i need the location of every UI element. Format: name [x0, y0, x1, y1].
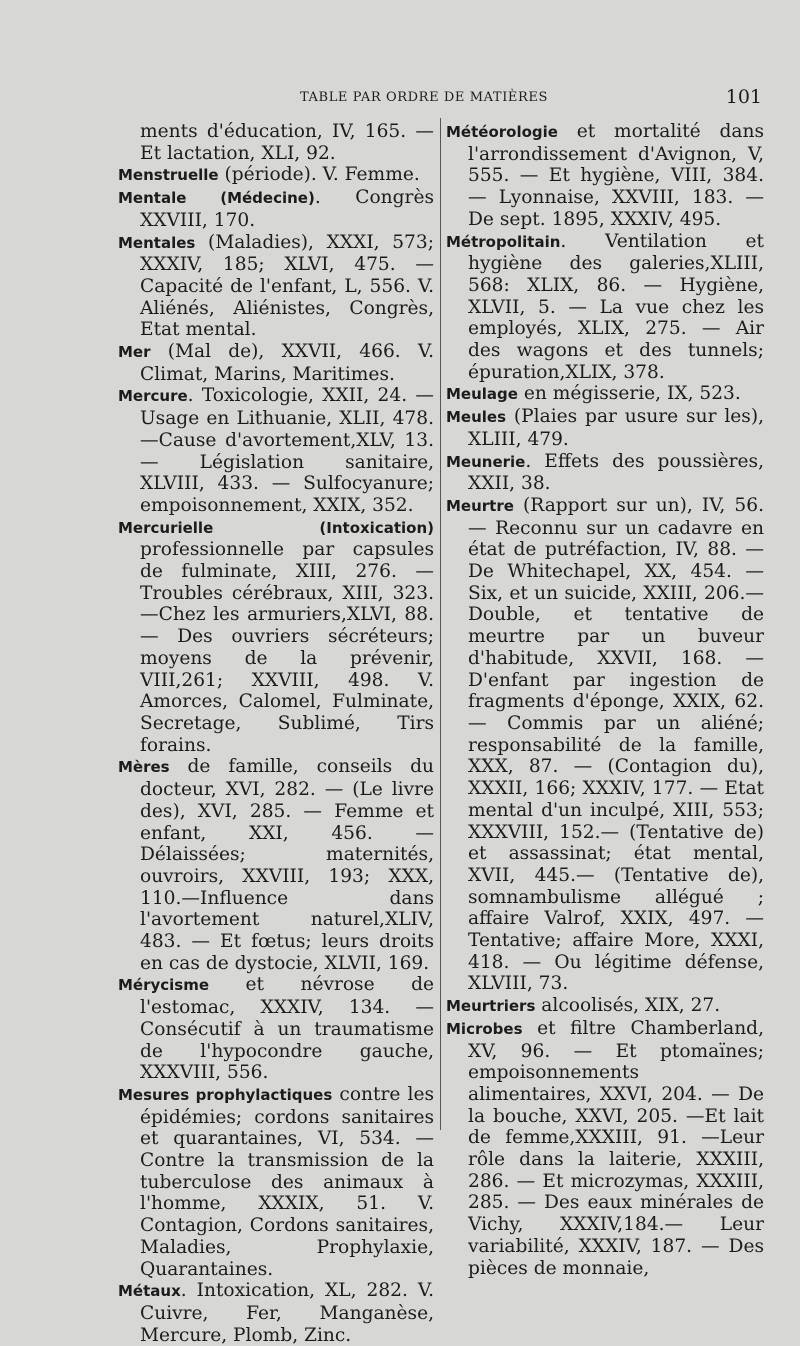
right-column — [446, 121, 764, 1279]
entry-headword: Meurtre — [446, 496, 514, 515]
entry-headword: Meunerie — [446, 452, 526, 471]
entry-text: et névrose de l'estomac, XXXIV, 134. — Consécutif à un traumatisme de l'hypocondre gauche, XXXVIII, 556. — [140, 974, 434, 1084]
entry-headword: Mères — [118, 758, 170, 777]
entry-headword: Métaux — [118, 1282, 181, 1301]
index-entry — [446, 1018, 764, 1279]
index-entry — [118, 385, 434, 516]
index-entry — [446, 451, 764, 495]
entry-headword: Mercure — [118, 387, 188, 406]
index-entry — [446, 383, 764, 406]
index-entry — [446, 495, 764, 995]
left-column — [118, 121, 434, 1346]
entry-text: (Rapport sur un), IV, 56. — Reconnu sur un cadavre en état de putréfaction, IV, 88. — De Whitechapel, XX, 454. — Six, et un suicide, XXIII, 206.— Double, et tentative de meurtre par un buveur d'habitude, XXVII, 168. — D'enfant par ingestion de fragments d'éponge, XXIX, 62.— Commis par un aliéné; responsabilité de la famille, XXX, 87. — (Contagion du), XXXII, 166; XXXIV, 177. — Etat mental d'un inculpé, XIII, 553; XXXVIII, 152.— (Tentative de) et assassinat; état mental, XVII, 445.— (Tentative de), somnambulisme allégué ; affaire Valrof, XXIX, 497. — Tentative; affaire More, XXXI, 418. — Ou légitime défense, XLVIII, 73. — [468, 494, 764, 995]
column-divider — [440, 118, 441, 1130]
entry-text: en mégisserie, IX, 523. — [517, 383, 741, 405]
entry-text: . Toxicologie, XXII, 24. — Usage en Lithuanie, XLII, 478.—Cause d'avortement,XLV, 13. — Législation sanitaire, XLVIII, 433. — Sulfocyanure; empoisonnement, XXIX, 352. — [140, 385, 434, 516]
page-number: 101 — [725, 86, 762, 108]
entry-headword: Mérycisme — [118, 976, 210, 995]
entry-text: et filtre Chamberland, XV, 96. — Et ptomaïnes; empoisonnements alimentaires, XXVI, 204. — De la bouche, XXVI, 205. —Et lait de femme,XXXIII, 91. —Leur rôle dans la laiterie, XXXIII, 286. — Et microzymas, XXXIII, 285. — Des eaux minérales de Vichy, XXXIV,184.— Leur variabilité, XXXIV, 187. — Des pièces de monnaie, — [468, 1017, 764, 1279]
running-title: TABLE PAR ORDRE DE MATIÈRES — [300, 90, 549, 105]
index-entry — [446, 231, 764, 384]
entry-headword: Meulage — [446, 385, 518, 404]
index-entry — [118, 517, 434, 757]
page-header — [140, 88, 764, 112]
index-entry — [118, 1280, 434, 1346]
entry-headword: Mercurielle (Intoxication) — [118, 518, 434, 537]
entry-headword: Meurtriers — [446, 997, 536, 1016]
entry-text: . Effets des poussières, XXII, 38. — [468, 450, 764, 495]
index-entry — [118, 232, 434, 342]
entry-text: . Intoxication, XL, 282. V. Cuivre, Fer, Manganèse, Mercure, Plomb, Zinc. — [140, 1280, 434, 1346]
entry-headword: Menstruelle — [118, 166, 219, 185]
index-entry — [118, 164, 434, 187]
entry-text: contre les épidémies; cordons sanitaires et quarantaines, VI, 534. — Contre la transmission de la tuberculose des animaux à l'homme, XXXIX, 51. V. Contagion, Cordons sanitaires, Maladies, Prophylaxie, Quarantaines. — [140, 1083, 435, 1280]
entry-text: et mortalité dans l'arrondissement d'Avignon, V, 555. — Et hygiène, VIII, 384. — Lyonnaise, XXVIII, 183. — De sept. 1895, XXXIV, 495. — [468, 121, 764, 230]
index-entry — [446, 406, 764, 450]
entry-text: . Ventilation et hygiène des galeries,XLIII, 568: XLIX, 86. — Hygiène, XLVII, 5. — La vue chez les employés, XLIX, 275. — Air des wagons et des tunnels; épuration,XLIX, 378. — [468, 230, 764, 383]
entry-text: (Maladies), XXXI, 573; XXXIV, 185; XLVI, 475. — Capacité de l'enfant, L, 556. V. Aliénés, Aliénistes, Congrès, Etat mental. — [140, 231, 434, 341]
entry-text: (période). V. Femme. — [218, 164, 420, 186]
index-entry — [118, 974, 434, 1084]
entry-text: (Mal de), XXVII, 466. V. Climat, Marins, Maritimes. — [140, 341, 434, 385]
entry-text: de famille, conseils du docteur, XVI, 282. — (Le livre des), XVI, 285. — Femme et enfant, XXI, 456. — Délaissées; maternités, ouvroirs, XXVIII, 193; XXX, 110.—Influence dans l'avortement naturel,XLIV, 483. — Et fœtus; leurs droits en cas de dystocie, XLVII, 169. — [140, 756, 434, 974]
entry-headword: Microbes — [446, 1019, 523, 1038]
index-entry — [446, 995, 764, 1018]
entry-text: (Plaies par usure sur les), XLIII, 479. — [468, 406, 764, 450]
entry-text: . Congrès XXVIII, 170. — [140, 187, 434, 231]
entry-headword: Mentales — [118, 233, 196, 252]
index-entry — [118, 187, 434, 231]
entry-headword: Mer — [118, 343, 151, 362]
entry-text: alcoolisés, XIX, 27. — [535, 995, 721, 1017]
index-entry — [446, 121, 764, 231]
entry-headword: Métropolitain — [446, 232, 561, 251]
index-entry — [118, 1084, 434, 1280]
index-entry — [118, 121, 434, 164]
index-entry — [118, 341, 434, 385]
entry-headword: Mesures prophylactiques — [118, 1085, 333, 1104]
entry-text: ments d'éducation, IV, 165. — Et lactation, XLI, 92. — [140, 121, 434, 164]
entry-headword: Mentale (Médecine) — [118, 189, 315, 208]
entry-text: professionnelle par capsules de fulminate, XIII, 276. — Troubles cérébraux, XIII, 323.—Chez les armuriers,XLVI, 88.— Des ouvriers sécréteurs; moyens de la prévenir, VIII,261; XXVIII, 498. V. Amorces, Calomel, Fulminate, Secretage, Sublimé, Tirs forains. — [140, 539, 434, 756]
entry-headword: Météorologie — [446, 123, 558, 141]
index-entry — [118, 756, 434, 974]
entry-headword: Meules — [446, 408, 507, 427]
